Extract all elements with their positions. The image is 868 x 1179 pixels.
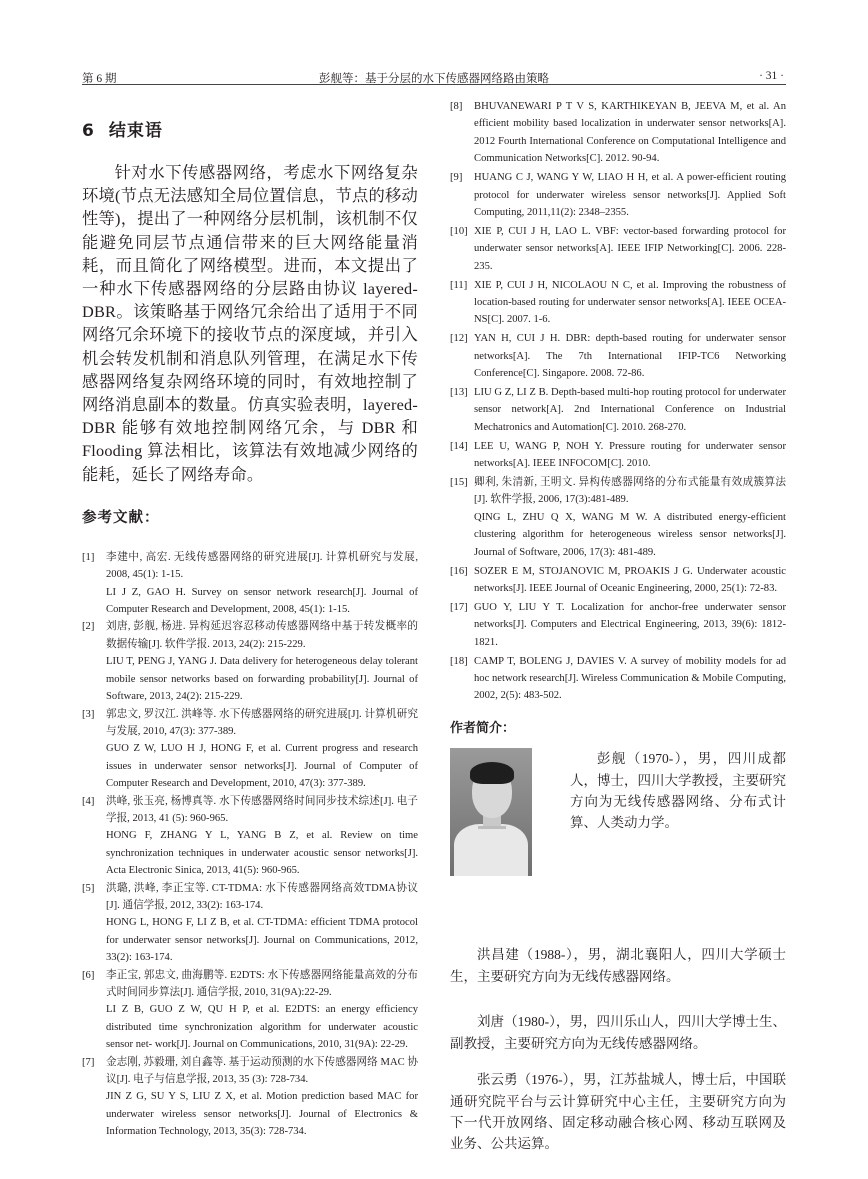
reference-item	[82, 880, 418, 967]
reference-item	[450, 653, 786, 705]
author-bio-1	[570, 748, 786, 834]
reference-item	[450, 438, 786, 473]
reference-text: HONG L, HONG F, LI Z B, et al. CT-TDMA: efficient TDMA protocol for underwater sensor networks[J]. Journal on Communications, 2012, 33(2): 163-174.	[106, 917, 418, 964]
reference-item	[450, 330, 786, 382]
reference-text: CAMP T, BOLENG J, DAVIES V. A survey of mobility models for ad hoc network research[J]. Wireless Communication & Mobile Computing, 2002, 2(5): 483-502.	[474, 655, 786, 702]
running-title: 彭舰等：基于分层的水下传感器网络路由策略	[319, 73, 549, 85]
reference-text: JIN Z G, SU Y S, LIU Z X, et al. Motion prediction based MAC for underwater wireless sensor networks[J]. Journal of Electronics & Information Technology, 2013, 35(3): 728-734.	[106, 1091, 418, 1138]
author-bio-text: （1970-），男，四川成都人，博士，四川大学教授，主要研究方向为无线传感器网络、分布式计算、人类动力学。	[570, 750, 787, 831]
reference-item	[82, 618, 418, 705]
reference-text: LI J Z, GAO H. Survey on sensor network research[J]. Journal of Computer Research and Development, 2008, 45(1): 1-15.	[106, 586, 418, 616]
reference-number: [2]	[82, 621, 95, 633]
reference-number: [16]	[450, 565, 468, 577]
author-bio-text: （1988-），男，湖北襄阳人，四川大学硕士生，主要研究方向为无线传感器网络。	[450, 946, 786, 985]
reference-item	[450, 223, 786, 275]
author-bio-3	[450, 1011, 786, 1054]
reference-text: SOZER E M, STOJANOVIC M, PROAKIS J G. Underwater acoustic networks[J]. IEEE Journal of Oceanic Engineering, 2000, 25(1): 72-83.	[474, 565, 786, 594]
reference-number: [13]	[450, 387, 468, 398]
reference-text: 郭忠文, 罗汉江. 洪峰等. 水下传感器网络的研究进展[J]. 计算机研究与发展, 2010, 47(3): 377-389.	[106, 708, 418, 737]
author-name: 彭舰	[597, 750, 627, 767]
author-name: 张云勇	[477, 1071, 518, 1088]
reference-text: HUANG C J, WANG Y W, LIAO H H, et al. A power-efficient routing protocol for underwater wireless sensor networks[J]. Applied Soft Computing, 2011,11(2): 2348–2355.	[474, 172, 786, 218]
author-name: 洪昌建	[477, 946, 520, 963]
author-bio-2	[450, 944, 786, 987]
reference-text: HONG F, ZHANG Y L, YANG B Z, et al. Review on time synchronization techniques in underwater acoustic sensor networks[J]. Acta Electronic Sinica, 2013, 41(5): 960-965.	[106, 830, 418, 877]
reference-number: [12]	[450, 333, 468, 345]
reference-item	[450, 169, 786, 221]
reference-text: XIE P, CUI J H, NICOLAOU N C, et al. Improving the robustness of location-based routing for underwater sensor networks[A]. IEEE OCEA- NS[C]. 2007. 1-6.	[474, 279, 786, 326]
reference-text: 洪峰, 张玉亮, 杨博真等. 水下传感器网络时间同步技术综述[J]. 电子学报, 2013, 41 (5): 960-965.	[106, 795, 418, 824]
reference-text: YAN H, CUI J H. DBR: depth-based routing for underwater sensor networks[A]. The 7th International IFIP-TC6 Networking Conference[C]. Singapore. 2008. 72-86.	[474, 333, 786, 380]
reference-text: 卿利, 朱清新, 王明文. 异构传感器网络的分布式能量有效成簇算法[J]. 软件学报, 2006, 17(3):481-489.	[474, 477, 786, 506]
reference-number: [15]	[450, 477, 468, 489]
reference-item	[82, 549, 418, 619]
reference-list-right	[450, 98, 786, 705]
section-title: 结束语	[108, 121, 163, 141]
reference-item	[450, 474, 786, 561]
authors-heading: 作者简介：	[450, 720, 516, 736]
reference-item	[450, 599, 786, 651]
reference-text: 李建中, 高宏. 无线传感器网络的研究进展[J]. 计算机研究与发展, 2008, 45(1): 1-15.	[106, 551, 418, 581]
reference-text: LIU T, PENG J, YANG J. Data delivery for heterogeneous delay tolerant mobile sensor networks based on forwarding probability[J]. Journal of Software, 2013, 24(2): 215-229.	[106, 656, 418, 703]
reference-text: QING L, ZHU Q X, WANG M W. A distributed energy-efficient clustering algorithm for heterogeneous wireless sensor networks[J]. Journal of Software, 2006, 17(3): 481-489.	[474, 511, 786, 558]
reference-item	[82, 793, 418, 880]
references-heading: 参考文献：	[82, 509, 160, 526]
author-bio-text: （1980-），男，四川乐山人，四川大学博士生、副教授，主要研究方向为无线传感器网络。	[450, 1014, 787, 1052]
reference-number: [11]	[450, 279, 468, 291]
reference-text: LIU G Z, LI Z B. Depth-based multi-hop routing protocol for underwater sensor network[A]. 2nd International Conference on Industrial Mechatronics and Automation[C]. 2010. 268-270.	[474, 387, 786, 433]
reference-item	[82, 706, 418, 793]
right-column	[450, 98, 786, 1154]
reference-number: [7]	[82, 1056, 95, 1068]
reference-text: 洪璐, 洪峰, 李正宝等. CT-TDMA: 水下传感器网络高效TDMA协议[J]. 通信学报, 2012, 33(2): 163-174.	[106, 882, 418, 911]
reference-number: [5]	[82, 882, 95, 894]
reference-text: 刘唐, 彭舰, 杨进. 异构延迟容忍移动传感器网络中基于转发概率的数据传输[J]. 软件学报. 2013, 24(2): 215-229.	[106, 621, 418, 650]
reference-item	[82, 967, 418, 1054]
reference-item	[450, 277, 786, 329]
reference-number: [17]	[450, 601, 468, 613]
reference-item	[450, 98, 786, 168]
author-name: 刘唐	[477, 1014, 505, 1031]
reference-number: [6]	[82, 969, 95, 981]
author-bio-text: （1976-），男，江苏盐城人，博士后，中国联通研究院平台与云计算研究中心主任，主要研究方向为下一代开放网络、固定移动融合核心网、移动互联网及业务、公共运算。	[450, 1071, 786, 1152]
page-number: · 31 ·	[759, 70, 784, 82]
author-bio-4	[450, 1069, 786, 1155]
reference-number: [9]	[450, 172, 463, 184]
issue-number: 第 6 期	[82, 73, 117, 85]
reference-item	[450, 563, 786, 598]
reference-text: GUO Y, LIU Y T. Localization for anchor-free underwater sensor networks[J]. Computers and Electrical Engineering, 2013, 39(6): 1812-1821.	[474, 601, 786, 648]
reference-text: GUO Z W, LUO H J, HONG F, et al. Current progress and research issues in underwater sensor networks[J]. Journal of Computer of Computer Research and Development, 2010, 47(3): 377-389.	[106, 743, 418, 790]
reference-text: XIE P, CUI J H, LAO L. VBF: vector-based forwarding protocol for underwater sensor networks[A]. IEEE IFIP Networking[C]. 2006. 228-235.	[474, 225, 786, 272]
reference-list-left	[82, 549, 418, 1141]
reference-item	[450, 384, 786, 436]
reference-number: [4]	[82, 795, 95, 807]
reference-number: [10]	[450, 225, 468, 237]
reference-number: [3]	[82, 708, 95, 720]
running-header	[82, 66, 786, 85]
reference-text: LI Z B, GUO Z W, QU H P, et al. E2DTS: an energy efficiency distributed time synchronization algorithm for underwater acoustic sensor net- work[J]. Journal on Communications, 2010, 31(9A): 22-29.	[106, 1004, 418, 1051]
reference-number: [18]	[450, 655, 468, 667]
reference-text: 金志刚, 苏毅珊, 刘自鑫等. 基于运动预测的水下传感器网络 MAC 协议[J]. 电子与信息学报, 2013, 35 (3): 728-734.	[106, 1056, 418, 1086]
section-heading	[82, 116, 418, 141]
reference-text: LEE U, WANG P, NOH Y. Pressure routing for underwater sensor networks[A]. IEEE INFOCOM[C]. 2010.	[474, 440, 786, 470]
author-photo	[450, 748, 532, 876]
reference-text: 李正宝, 郭忠文, 曲海鹏等. E2DTS: 水下传感器网络能量高效的分布式时间同步算法[J]. 通信学报, 2010, 31(9A):22-29.	[106, 969, 418, 998]
section-number: 6	[82, 121, 95, 141]
reference-number: [8]	[450, 101, 463, 112]
reference-number: [14]	[450, 440, 468, 452]
reference-text: BHUVANEWARI P T V S, KARTHIKEYAN B, JEEVA M, et al. An efficient mobility based localization in underwater sensor networks[A]. 2012 Fourth International Conference on Computational Intelligence and Communication Networks[C]. 2012. 90-94.	[474, 101, 786, 165]
reference-item	[82, 1054, 418, 1141]
reference-number: [1]	[82, 551, 95, 563]
left-column	[82, 110, 418, 1141]
author-photo-block	[450, 748, 786, 920]
conclusion-paragraph: 针对水下传感器网络，考虑水下网络复杂环境(节点无法感知全局位置信息，节点的移动性等)，提出了一种网络分层机制，该机制不仅能避免同层节点通信带来的巨大网络能量消耗，而且简化了网络模型。进而，本文提出了一种水下传感器网络的分层路由协议 layered-DBR。该策略基于网络冗余给出了适用于不同网络冗余环境下的接收节点的深度域，并引入机会转发机制和消息队列管理，在满足水下传感器网络复杂网络环境的同时，有效地控制了网络消息副本的数量。仿真实验表明，layered-DBR 能够有效地控制网络冗余，与 DBR 和 Flooding 算法相比，该算法有效地减少网络的能耗，延长了网络寿命。	[82, 163, 418, 484]
